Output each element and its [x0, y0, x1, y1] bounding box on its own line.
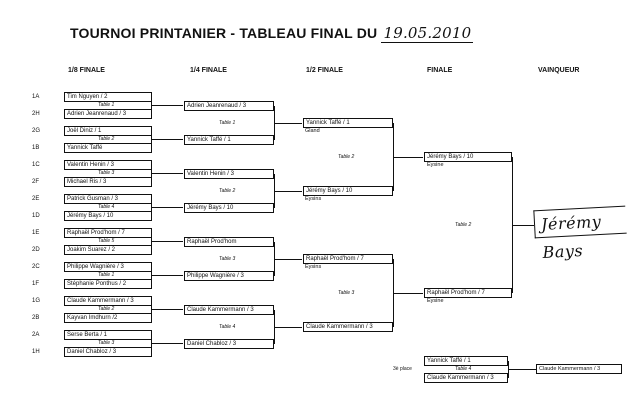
winner-handwriting: Jérémy Bays	[533, 206, 626, 239]
r16-entry: Yannick Taffé	[64, 143, 152, 153]
seed-label: 1B	[32, 145, 40, 151]
seed-label: 2H	[32, 111, 40, 117]
table-label: Table 2	[219, 188, 236, 194]
table-label: Table 4	[219, 324, 236, 330]
table-label: Table 5	[98, 238, 115, 244]
r16-entry: Valentin Henin / 3	[64, 160, 152, 170]
table-label: Table 1	[98, 102, 115, 108]
table-label: Table 4	[98, 204, 115, 210]
col-header-sf: 1/2 FINALE	[306, 67, 343, 74]
seed-label: 2F	[32, 179, 40, 185]
bracket-line	[151, 139, 183, 140]
third-place-entry: Claude Kammermann / 3	[424, 373, 508, 383]
table-label: Table 2	[98, 306, 115, 312]
r16-entry: Raphaël Prod'hom / 7	[64, 228, 152, 238]
seed-label: 1D	[32, 213, 40, 219]
seed-label: 2D	[32, 247, 40, 253]
table-label: Table 1	[219, 120, 236, 126]
bracket-line	[151, 105, 183, 106]
final-entry: Raphaël Prod'hom / 7	[424, 288, 512, 298]
bracket-line	[393, 157, 423, 158]
r16-entry: Jérémy Bays / 10	[64, 211, 152, 221]
final-entry: Jérémy Bays / 10	[424, 152, 512, 162]
location-label: Eysins	[305, 264, 322, 270]
seed-label: 2C	[32, 264, 40, 270]
table-label: Table 2	[455, 222, 472, 228]
qf-entry: Raphaël Prod'hom	[184, 237, 274, 247]
seed-label: 1F	[32, 281, 40, 287]
bracket-line	[512, 225, 534, 226]
third-place-winner: Claude Kammermann / 3	[536, 364, 622, 374]
r16-entry: Joël Diniz / 1	[64, 126, 152, 136]
r16-entry: Stéphanie Ponthus / 2	[64, 279, 152, 289]
seed-label: 2A	[32, 332, 40, 338]
qf-entry: Valentin Henin / 3	[184, 169, 274, 179]
seed-label: 1E	[32, 230, 40, 236]
bracket-line	[274, 259, 302, 260]
r16-entry: Kayvan Imdhurn /2	[64, 313, 152, 323]
r16-entry: Patrick Gusman / 3	[64, 194, 152, 204]
seed-label: 2E	[32, 196, 40, 202]
location-label: Gland	[305, 128, 320, 134]
col-header-winner: VAINQUEUR	[538, 67, 580, 74]
third-place-label: 3è place	[393, 366, 412, 372]
table-label: Table 2	[98, 136, 115, 142]
r16-entry: Daniel Chabloz / 3	[64, 347, 152, 357]
bracket-line	[274, 327, 302, 328]
qf-entry: Adrien Jeanrenaud / 3	[184, 101, 274, 111]
r16-entry: Philippe Wagnière / 3	[64, 262, 152, 272]
bracket-line	[151, 207, 183, 208]
bracket-line	[151, 173, 183, 174]
r16-entry: Joakim Suarez / 2	[64, 245, 152, 255]
table-label: Table 3	[219, 256, 236, 262]
seed-label: 1A	[32, 94, 40, 100]
bracket-line	[151, 241, 183, 242]
sf-entry: Jérémy Bays / 10	[303, 186, 393, 196]
bracket-line	[508, 369, 536, 370]
location-label: Eysins	[305, 196, 322, 202]
table-label: Table 4	[455, 366, 472, 372]
sf-entry: Claude Kammermann / 3	[303, 322, 393, 332]
table-label: Table 1	[98, 272, 115, 278]
qf-entry: Yannick Taffé / 1	[184, 135, 274, 145]
qf-entry: Philippe Wagnière / 3	[184, 271, 274, 281]
r16-entry: Serse Berta / 1	[64, 330, 152, 340]
table-label: Table 3	[98, 340, 115, 346]
third-place-entry: Yannick Taffé / 1	[424, 356, 508, 366]
r16-entry: Claude Kammermann / 3	[64, 296, 152, 306]
sf-entry: Yannick Taffé / 1	[303, 118, 393, 128]
title-text: TOURNOI PRINTANIER - TABLEAU FINAL DU	[70, 25, 378, 41]
page-title	[70, 24, 473, 42]
table-label: Table 2	[338, 154, 355, 160]
col-header-qf: 1/4 FINALE	[190, 67, 227, 74]
col-header-final: FINALE	[427, 67, 453, 74]
location-label: Eysine	[427, 162, 444, 168]
bracket-line	[393, 293, 423, 294]
qf-entry: Jérémy Bays / 10	[184, 203, 274, 213]
bracket-line	[151, 343, 183, 344]
title-date: 19.05.2010	[383, 24, 472, 42]
bracket-line	[274, 191, 302, 192]
seed-label: 1C	[32, 162, 40, 168]
col-header-r16: 1/8 FINALE	[68, 67, 105, 74]
seed-label: 1G	[32, 298, 41, 304]
sf-entry: Raphaël Prod'hom / 7	[303, 254, 393, 264]
bracket-line	[274, 123, 302, 124]
seed-label: 2B	[32, 315, 40, 321]
seed-label: 2G	[32, 128, 41, 134]
bracket-line	[151, 275, 183, 276]
r16-entry: Tim Nguyen / 2	[64, 92, 152, 102]
seed-label: 1H	[32, 349, 40, 355]
location-label: Eysine	[427, 298, 444, 304]
table-label: Table 3	[338, 290, 355, 296]
r16-entry: Adrien Jeanrenaud / 3	[64, 109, 152, 119]
r16-entry: Michael Ris / 3	[64, 177, 152, 187]
qf-entry: Daniel Chabloz / 3	[184, 339, 274, 349]
bracket-line	[151, 309, 183, 310]
qf-entry: Claude Kammermann / 3	[184, 305, 274, 315]
table-label: Table 3	[98, 170, 115, 176]
